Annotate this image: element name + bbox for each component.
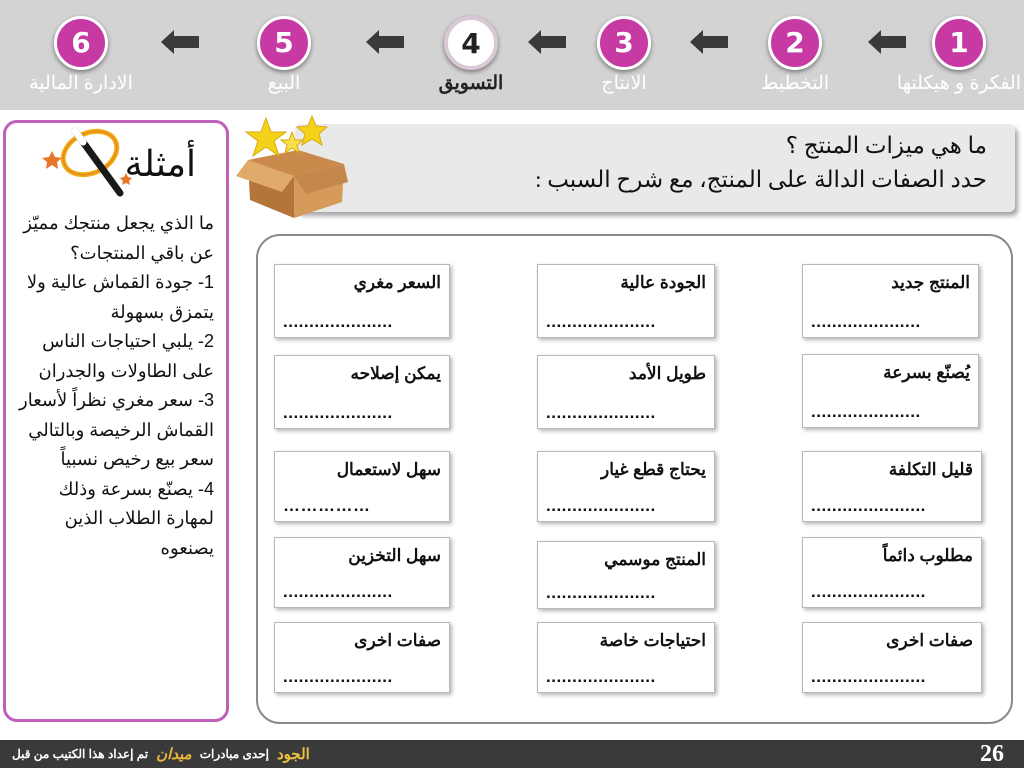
attribute-card[interactable] <box>802 622 982 693</box>
examples-title: أمثلة <box>124 144 196 184</box>
attribute-card[interactable] <box>274 622 450 693</box>
attribute-title: سهل لاستعمال <box>336 460 441 479</box>
attribute-title: المنتج جديد <box>891 273 970 292</box>
answer-blank[interactable]: ..................... <box>546 312 656 331</box>
example-item-3: 3- سعر مغري نظراً لأسعار القماش الرخيصة وبالتالي سعر بيع رخيص نسبياً <box>19 390 214 469</box>
example-item-2: 2- يلبي احتياجات الناس على الطاولات والجدران <box>38 331 214 381</box>
step-5[interactable] <box>209 0 359 110</box>
step-6-label: الادارة المالية <box>29 73 133 94</box>
attribute-title: يمكن إصلاحه <box>350 364 441 383</box>
step-5-number: 5 <box>257 16 311 70</box>
arrow-left-icon <box>161 30 199 54</box>
step-4-label: التسويق <box>438 73 504 94</box>
attribute-title: احتياجات خاصة <box>599 631 706 650</box>
attribute-card[interactable] <box>802 264 979 338</box>
attribute-card[interactable] <box>802 451 982 522</box>
answer-blank[interactable]: ..................... <box>546 583 656 602</box>
attribute-card[interactable] <box>537 541 715 609</box>
attribute-title: السعر مغري <box>353 273 441 292</box>
attribute-title: مطلوب دائماً <box>882 546 973 565</box>
organization-logo: الجود <box>276 746 310 763</box>
footer-prepared-by: تم إعداد هذا الكتيب من قبل <box>12 747 149 761</box>
step-4[interactable] <box>396 0 546 110</box>
step-5-label: البيع <box>267 73 301 94</box>
examples-panel <box>3 120 229 722</box>
arrow-left-icon <box>366 30 404 54</box>
attribute-title: يُصنّع بسرعة <box>883 363 970 382</box>
attribute-card[interactable] <box>537 451 715 522</box>
answer-blank[interactable]: ..................... <box>283 582 393 601</box>
answer-blank[interactable]: ..................... <box>283 403 393 422</box>
attribute-title: يحتاج قطع غيار <box>601 460 706 479</box>
question-banner <box>295 124 1015 212</box>
attribute-title: سهل التخزين <box>348 546 441 565</box>
step-2-label: التخطيط <box>760 73 830 94</box>
step-1[interactable] <box>884 0 1024 110</box>
step-3-number: 3 <box>597 16 651 70</box>
attribute-card[interactable] <box>274 264 450 338</box>
step-3[interactable] <box>549 0 699 110</box>
answer-blank[interactable]: ..................... <box>546 403 656 422</box>
arrow-left-icon <box>868 30 906 54</box>
attribute-title: الجودة عالية <box>620 273 706 292</box>
examples-text <box>16 209 214 563</box>
attribute-title: طويل الأمد <box>628 364 706 383</box>
attribute-card[interactable] <box>537 622 715 693</box>
attribute-title: صفات اخرى <box>886 631 973 650</box>
question-instruction: حدد الصفات الدالة على المنتج، مع شرح السبب : <box>535 167 987 192</box>
answer-blank[interactable]: ...................... <box>811 496 926 515</box>
step-6-number: 6 <box>54 16 108 70</box>
attribute-card[interactable] <box>802 354 979 428</box>
answer-blank[interactable]: ...................... <box>811 582 926 601</box>
attribute-title: صفات اخرى <box>354 631 441 650</box>
magic-wand-icon <box>40 123 135 198</box>
attribute-card[interactable] <box>802 537 982 608</box>
step-navigation-bar <box>0 0 1024 110</box>
footer-initiative: إحدى مبادرات <box>199 747 269 761</box>
question-title: ما هي ميزات المنتج ؟ <box>785 133 987 158</box>
step-2[interactable] <box>720 0 870 110</box>
answer-blank[interactable]: ..................... <box>811 402 921 421</box>
answer-blank[interactable]: …………… <box>283 496 371 515</box>
step-1-number: 1 <box>932 16 986 70</box>
answer-blank[interactable]: ..................... <box>283 312 393 331</box>
gift-box-stars-icon <box>236 112 348 220</box>
example-item-1: 1- جودة القماش عالية ولا يتمزق بسهولة <box>26 272 214 322</box>
example-question: ما الذي يجعل منتجك مميّز عن باقي المنتجات؟ <box>23 213 214 263</box>
attribute-card[interactable] <box>537 355 715 429</box>
step-6[interactable] <box>6 0 156 110</box>
step-4-number: 4 <box>444 16 498 70</box>
example-item-4: 4- يصنّع بسرعة وذلك لمهارة الطلاب الذين يصنعوه <box>58 478 214 558</box>
answer-blank[interactable]: ..................... <box>811 312 921 331</box>
attribute-card[interactable] <box>537 264 715 338</box>
footer-credit <box>12 740 310 768</box>
answer-blank[interactable]: ...................... <box>811 667 926 686</box>
footer-bar <box>0 740 1024 768</box>
attribute-card[interactable] <box>274 451 450 522</box>
answer-blank[interactable]: ..................... <box>546 667 656 686</box>
step-1-label: الفكرة و هيكلتها <box>896 73 1022 94</box>
step-3-label: الانتاج <box>601 73 647 94</box>
answer-blank[interactable]: ..................... <box>546 496 656 515</box>
page-number: 26 <box>980 741 1004 767</box>
step-2-number: 2 <box>768 16 822 70</box>
meedan-logo: ميدان <box>156 746 192 763</box>
attribute-title: قليل التكلفة <box>888 460 973 479</box>
attribute-title: المنتج موسمي <box>604 550 706 569</box>
answer-blank[interactable]: ..................... <box>283 667 393 686</box>
attribute-card[interactable] <box>274 355 450 429</box>
attribute-card[interactable] <box>274 537 450 608</box>
